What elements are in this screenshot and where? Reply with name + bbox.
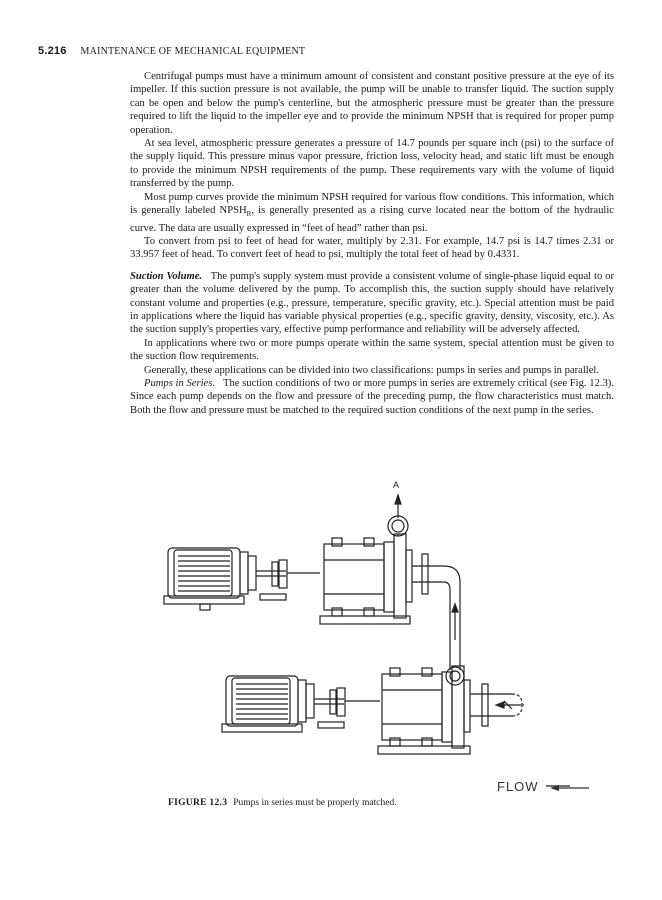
body-text — [130, 70, 614, 417]
upper-coupling — [256, 560, 320, 600]
label-a: A — [393, 480, 400, 490]
npsh-text-b: , is generally presented as a rising curve located near the bottom of the hydraulic curve. The data are usually expressed in “feet of head” rather than psi. — [130, 205, 615, 234]
paragraph-pumps-in-series — [130, 377, 614, 417]
lower-motor — [222, 676, 314, 732]
lower-coupling — [314, 688, 380, 728]
pumps-in-series-heading: Pumps in Series. — [144, 378, 216, 390]
pumps-in-series-text: The suction conditions of two or more pumps in series are extremely critical (see Fig. 12.3). Since each pump depends on the flow and pressure of the preceding pump, the flow characteristics must match. Both the flow and pressure must be matched to the required suction conditions of the next pump in the series. — [130, 378, 614, 416]
paragraph-conversion: To convert from psi to feet of head for water, multiply by 2.31. For example, 14.7 psi is 14.7 times 2.31 or 33.957 feet of head. To convert feet of head to psi, multiply the total feet of head by 0.4331. — [130, 235, 614, 261]
lower-suction-pipe — [470, 684, 524, 726]
flow-label — [497, 779, 591, 794]
running-title: MAINTENANCE OF MECHANICAL EQUIPMENT — [80, 46, 306, 57]
pumps-in-series-figure — [160, 480, 600, 780]
connecting-pipe — [446, 582, 464, 685]
paragraph-suction-volume — [130, 270, 614, 337]
upper-motor — [164, 548, 256, 610]
paragraph-classifications: Generally, these applications can be divided into two classifications: pumps in series and pumps in parallel. — [144, 364, 600, 376]
paragraph-npsh-curves — [130, 191, 614, 235]
caption-text: Pumps in series must be properly matched. — [233, 798, 397, 808]
page-number: 5.216 — [38, 45, 67, 57]
npsh-subscript: R — [246, 210, 252, 219]
figure-caption — [168, 798, 397, 808]
paragraph-impeller-pressure: Centrifugal pumps must have a minimum amount of consistent and constant positive pressure at the eye of its impeller. If this suction pressure is not available, the pump will be unable to transfer liquid. The suction supply can be open and below the pump's centerline, but the atmospheric pressure must be greater than the pressure required to lift the liquid to the impeller eye and to provide the minimum NPSH that is required for proper pump operation. — [130, 71, 614, 136]
paragraph-atmospheric-pressure: At sea level, atmospheric pressure generates a pressure of 14.7 pounds per square inch (psi) to the surface of the supply liquid. This pressure minus vapor pressure, friction loss, velocity head, and static lift must be enough to provide the minimum NPSH requirements of the pump. These requirements vary with the volume of liquid transferred by the pump. — [130, 138, 614, 190]
flow-label-text: FLOW — [497, 779, 539, 794]
paragraph-multiple-pumps: In applications where two or more pumps operate within the same system, special attention must be given to the suction flow requirements. — [130, 337, 614, 363]
upper-pump — [320, 516, 412, 624]
flow-left-arrow-icon — [549, 783, 591, 793]
npsh-text-a: Most pump curves provide the minimum NPSH required for various flow conditions. This information, which is generally labeled NPSH — [130, 191, 614, 217]
upper-discharge-pipe — [412, 554, 460, 594]
lower-pump — [378, 666, 470, 754]
discharge-arrow-icon — [395, 495, 401, 518]
caption-label: FIGURE 12.3 — [168, 798, 228, 808]
running-head — [38, 45, 305, 57]
suction-volume-heading: Suction Volume. — [130, 270, 203, 282]
suction-volume-text: The pump's supply system must provide a consistent volume of single-phase liquid equal to or greater than the volume delivered by the pump. To accomplish this, the suction supply should have relatively constant volume and properties (e.g., pressure, temperature, specific gravity, etc.). Special attention must be paid in applications where the liquid has variable physical properties (e.g., specific gravity, density, viscosity, etc.). As the suction supply's properties vary, effective pump performance and reliability will be adversely affected. — [130, 270, 614, 336]
